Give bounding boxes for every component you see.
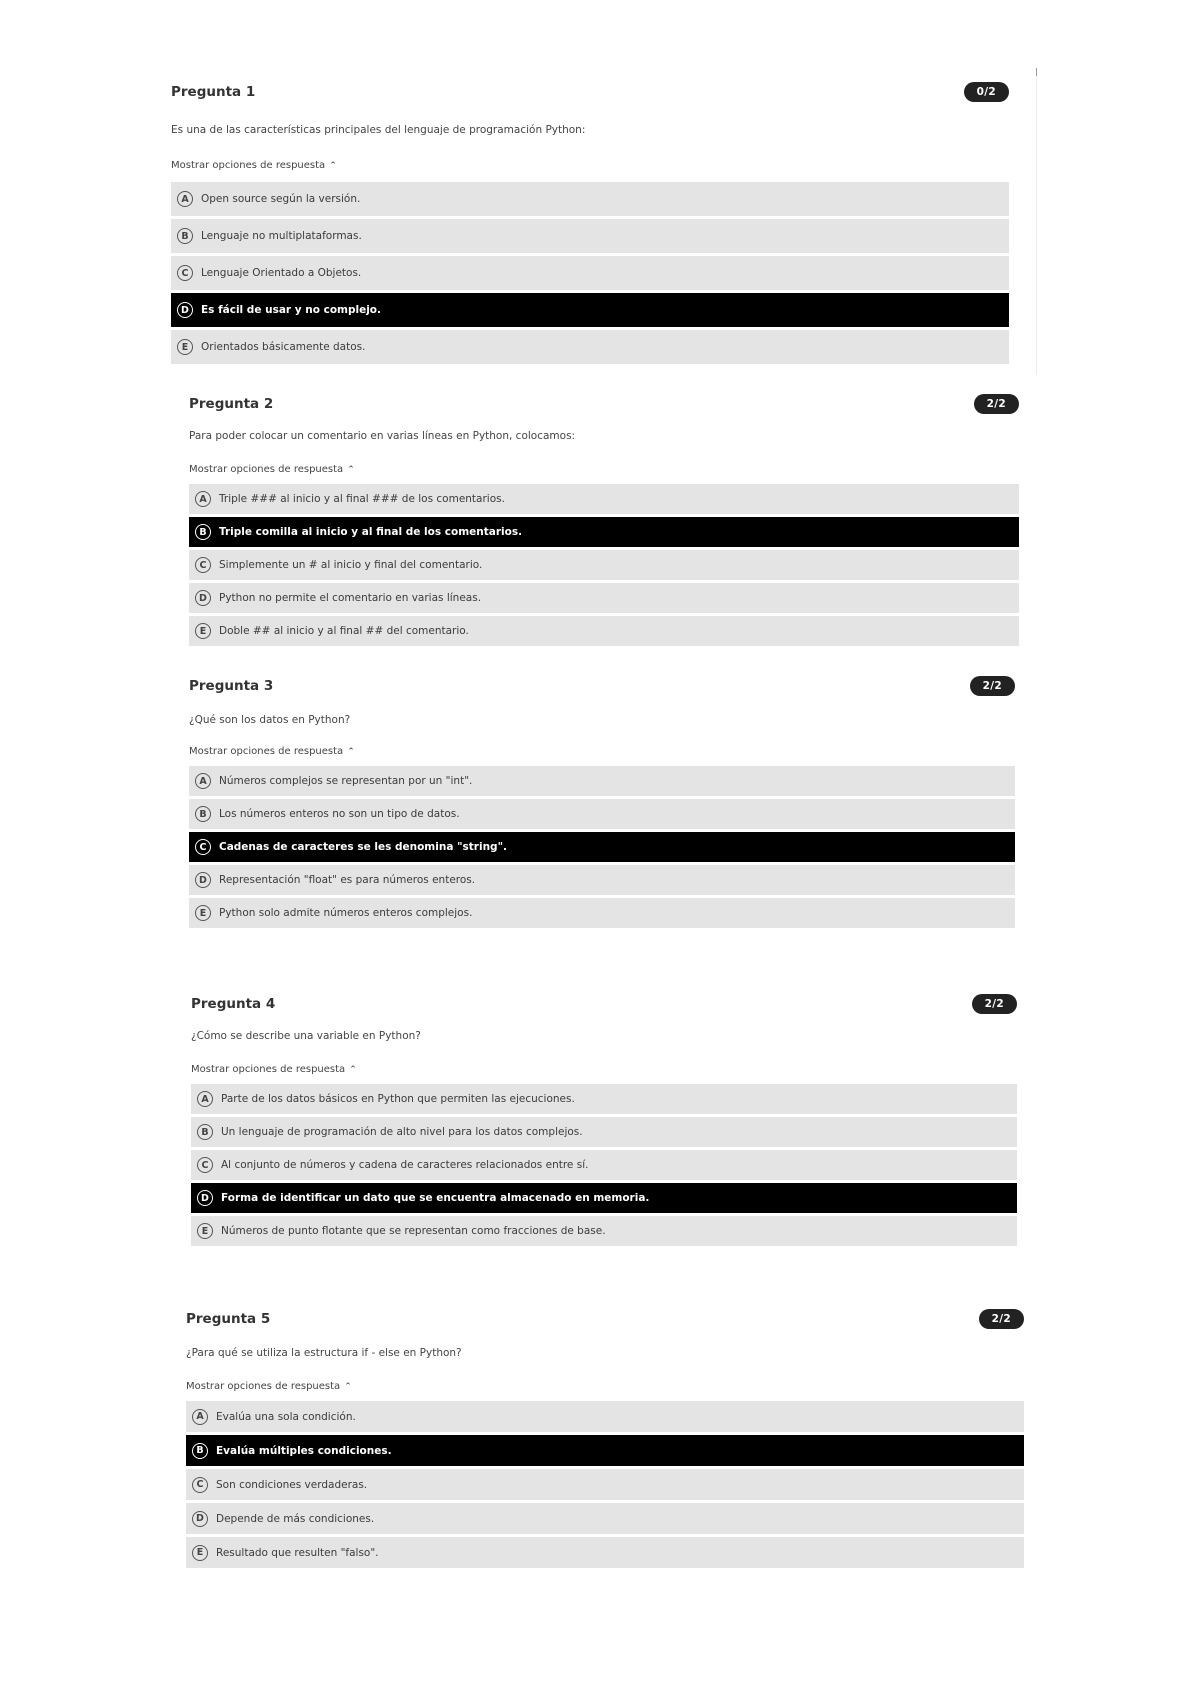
option-b[interactable] <box>189 799 1015 829</box>
score-badge: 2/2 <box>970 676 1015 696</box>
option-e[interactable] <box>171 330 1009 364</box>
toggle-label: Mostrar opciones de respuesta <box>171 160 326 171</box>
option-letter: E <box>192 1545 208 1561</box>
options-list <box>191 1084 1017 1249</box>
option-text: Depende de más condiciones. <box>216 1512 375 1525</box>
option-letter: C <box>192 1477 208 1493</box>
question-title: Pregunta 2 <box>189 396 274 412</box>
option-e[interactable] <box>189 898 1015 928</box>
option-c[interactable] <box>171 256 1009 290</box>
option-letter: B <box>197 1124 213 1140</box>
option-letter: D <box>195 590 211 606</box>
question-header <box>186 1309 1024 1333</box>
option-text: Cadenas de caracteres se les denomina "string". <box>219 841 508 853</box>
option-text: Lenguaje no multiplataformas. <box>201 230 362 242</box>
question-title: Pregunta 1 <box>171 84 256 100</box>
option-letter: D <box>192 1511 208 1527</box>
options-list <box>189 766 1015 931</box>
option-letter: E <box>197 1223 213 1239</box>
option-a[interactable] <box>171 182 1009 216</box>
option-letter: A <box>177 191 193 207</box>
option-letter: C <box>195 557 211 573</box>
option-text: Son condiciones verdaderas. <box>216 1478 368 1491</box>
question-card <box>189 394 1019 650</box>
option-text: Un lenguaje de programación de alto nivel para los datos complejos. <box>221 1126 583 1138</box>
option-letter: C <box>197 1157 213 1173</box>
option-text: Forma de identificar un dato que se encuentra almacenado en memoria. <box>221 1192 650 1204</box>
option-letter: B <box>192 1443 208 1459</box>
option-text: Es fácil de usar y no complejo. <box>201 304 382 316</box>
question-card <box>191 994 1017 1250</box>
option-letter: A <box>195 491 211 507</box>
option-text: Orientados básicamente datos. <box>201 341 366 353</box>
option-a[interactable] <box>189 484 1019 514</box>
option-a[interactable] <box>191 1084 1017 1114</box>
option-d-selected[interactable] <box>191 1183 1017 1213</box>
option-text: Evalúa múltiples condiciones. <box>216 1444 392 1457</box>
chevron-up-icon: ⌃ <box>344 1382 352 1392</box>
option-letter: E <box>195 905 211 921</box>
option-text: Lenguaje Orientado a Objetos. <box>201 267 362 279</box>
option-letter: A <box>195 773 211 789</box>
page-edge-line <box>1036 70 1037 375</box>
option-letter: E <box>195 623 211 639</box>
page-edge-tick <box>1036 68 1037 76</box>
option-letter: B <box>177 228 193 244</box>
option-letter: C <box>177 265 193 281</box>
question-header <box>189 394 1019 418</box>
option-text: Parte de los datos básicos en Python que permiten las ejecuciones. <box>221 1093 575 1105</box>
question-card <box>189 676 1015 932</box>
option-text: Números de punto flotante que se representan como fracciones de base. <box>221 1225 606 1237</box>
option-text: Representación "float" es para números enteros. <box>219 874 476 886</box>
option-a[interactable] <box>189 766 1015 796</box>
option-a[interactable] <box>186 1401 1024 1432</box>
options-list <box>186 1401 1024 1571</box>
option-c[interactable] <box>186 1469 1024 1500</box>
option-text: Resultado que resulten "falso". <box>216 1546 379 1559</box>
option-text: Números complejos se representan por un "int". <box>219 775 473 787</box>
option-letter: B <box>195 806 211 822</box>
option-letter: D <box>195 872 211 888</box>
option-c-selected[interactable] <box>189 832 1015 862</box>
option-b[interactable] <box>191 1117 1017 1147</box>
option-b-selected[interactable] <box>189 517 1019 547</box>
option-text: Los números enteros no son un tipo de datos. <box>219 808 460 820</box>
option-c[interactable] <box>189 550 1019 580</box>
question-text: ¿Qué son los datos en Python? <box>189 714 351 726</box>
score-badge: 0/2 <box>964 82 1009 102</box>
question-title: Pregunta 3 <box>189 678 274 694</box>
question-header <box>171 82 1009 106</box>
question-text: ¿Cómo se describe una variable en Python? <box>191 1030 421 1042</box>
show-options-toggle[interactable] <box>191 1064 357 1075</box>
options-list <box>189 484 1019 649</box>
option-e[interactable] <box>186 1537 1024 1568</box>
option-letter: C <box>195 839 211 855</box>
option-d[interactable] <box>189 865 1015 895</box>
question-text: ¿Para qué se utiliza la estructura if - else en Python? <box>186 1347 462 1359</box>
option-d[interactable] <box>186 1503 1024 1534</box>
toggle-label: Mostrar opciones de respuesta <box>186 1381 341 1392</box>
option-c[interactable] <box>191 1150 1017 1180</box>
option-text: Triple ### al inicio y al final ### de los comentarios. <box>219 493 505 505</box>
question-card <box>171 82 1009 370</box>
option-letter: B <box>195 524 211 540</box>
option-b-selected[interactable] <box>186 1435 1024 1466</box>
show-options-toggle[interactable] <box>189 746 355 757</box>
chevron-up-icon: ⌃ <box>347 465 355 475</box>
option-d-selected[interactable] <box>171 293 1009 327</box>
option-text: Evalúa una sola condición. <box>216 1410 356 1423</box>
toggle-label: Mostrar opciones de respuesta <box>189 746 344 757</box>
show-options-toggle[interactable] <box>171 160 337 171</box>
option-e[interactable] <box>189 616 1019 646</box>
score-badge: 2/2 <box>974 394 1019 414</box>
options-list <box>171 182 1009 367</box>
option-text: Al conjunto de números y cadena de caracteres relacionados entre sí. <box>221 1159 589 1171</box>
option-e[interactable] <box>191 1216 1017 1246</box>
toggle-label: Mostrar opciones de respuesta <box>189 464 344 475</box>
option-letter: E <box>177 339 193 355</box>
chevron-up-icon: ⌃ <box>329 161 337 171</box>
score-badge: 2/2 <box>979 1309 1024 1329</box>
option-text: Doble ## al inicio y al final ## del comentario. <box>219 625 469 637</box>
option-letter: D <box>197 1190 213 1206</box>
question-title: Pregunta 5 <box>186 1311 271 1327</box>
show-options-toggle[interactable] <box>189 464 355 475</box>
option-text: Triple comilla al inicio y al final de los comentarios. <box>219 526 523 538</box>
option-letter: A <box>197 1091 213 1107</box>
show-options-toggle[interactable] <box>186 1381 352 1392</box>
question-text: Para poder colocar un comentario en varias líneas en Python, colocamos: <box>189 430 576 442</box>
option-text: Simplemente un # al inicio y final del comentario. <box>219 559 483 571</box>
chevron-up-icon: ⌃ <box>349 1065 357 1075</box>
option-text: Open source según la versión. <box>201 193 361 205</box>
score-badge: 2/2 <box>972 994 1017 1014</box>
question-header <box>189 676 1015 700</box>
question-card <box>186 1309 1024 1567</box>
option-b[interactable] <box>171 219 1009 253</box>
option-text: Python no permite el comentario en varias líneas. <box>219 592 482 604</box>
option-letter: A <box>192 1409 208 1425</box>
option-text: Python solo admite números enteros complejos. <box>219 907 473 919</box>
question-title: Pregunta 4 <box>191 996 276 1012</box>
question-text: Es una de las características principales del lenguaje de programación Python: <box>171 124 586 136</box>
option-letter: D <box>177 302 193 318</box>
option-d[interactable] <box>189 583 1019 613</box>
toggle-label: Mostrar opciones de respuesta <box>191 1064 346 1075</box>
question-header <box>191 994 1017 1018</box>
chevron-up-icon: ⌃ <box>347 747 355 757</box>
